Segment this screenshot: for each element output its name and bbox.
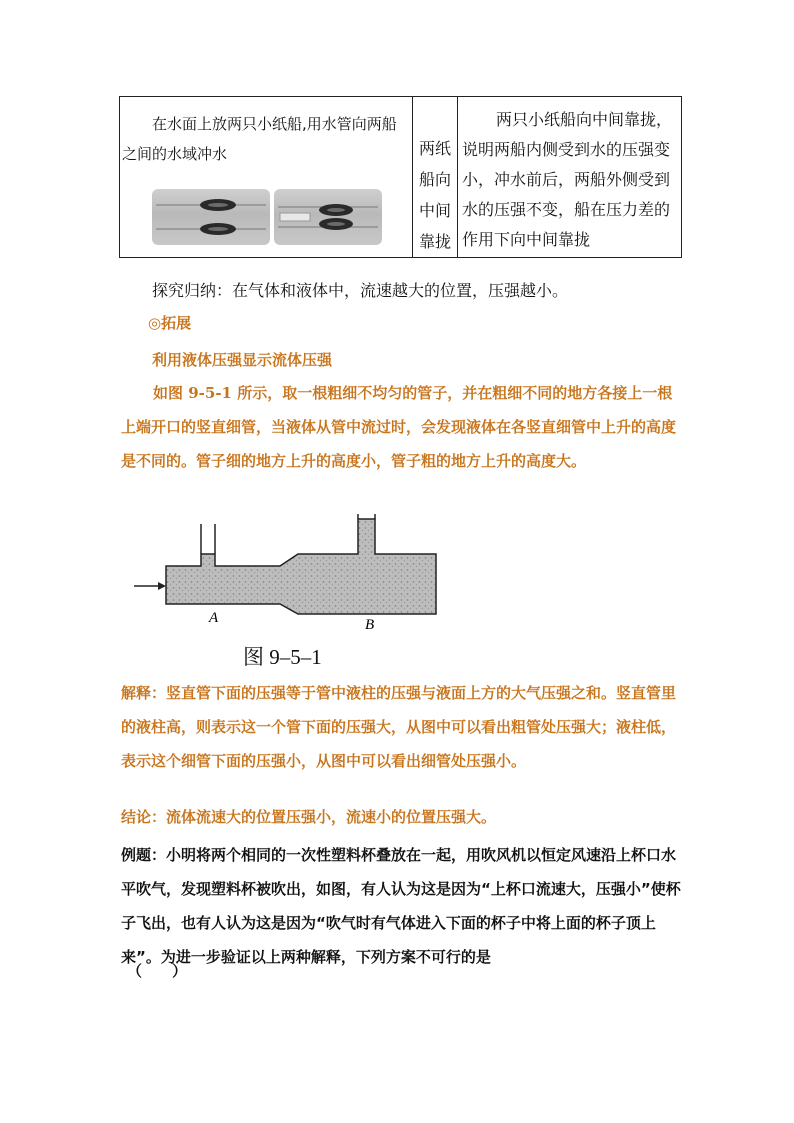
extension-paragraph: 如图 9-5-1 所示，取一根粗细不均匀的管子，并在粗细不同的地方各接上一根上端开口的竖直细管，当液体从管中流过时，会发现液体在各竖直细管中上升的高度是不同的。管子细的地方上升的高度小，管子粗的地方上升的高度大。 — [121, 384, 677, 470]
label-a: A — [209, 610, 219, 626]
explanation-cell — [458, 97, 682, 258]
summary-text: 探究归纳：在气体和液体中，流速越大的位置，压强越小。 — [152, 281, 569, 300]
explanation-paragraph: 解释：竖直管下面的压强等于管中液柱的压强与液面上方的大气压强之和。竖直管里的液柱高，则表示这一个管下面的压强大，从图中可以看出粗管处压强大；液柱低，表示这个细管下面的压强小，从图中可以看出细管处压强小。 — [121, 684, 677, 770]
experiment-table — [119, 96, 682, 258]
phenomenon-cell: 两纸船向中间靠拢 — [413, 97, 458, 258]
boats-after-photo — [274, 189, 382, 245]
table-row — [120, 97, 682, 258]
procedure-cell — [120, 97, 413, 258]
example-question: 例题：小明将两个相同的一次性塑料杯叠放在一起，用吹风机以恒定风速沿上杯口水平吹气，发现塑料杯被吹出，如图，有人认为这是因为“上杯口流速大，压强小”使杯子飞出，也有人认为这是因为“吹气时有气体进入下面的杯子中将上面的杯子顶上来”。为进一步验证以上两种解释，下列方案不可行的是 — [121, 846, 681, 966]
extension-heading: ◎拓展 — [148, 314, 192, 332]
conclusion-text: 结论：流体流速大的位置压强小，流速小的位置压强大。 — [121, 808, 497, 826]
label-b: B — [365, 617, 375, 633]
boats-before-photo — [152, 189, 270, 245]
answer-blank: （ ） — [127, 962, 188, 980]
explanation-text: 两只小纸船向中间靠拢，说明两船内侧受到水的压强变小，冲水前后，两船外侧受到水的压强不变，船在压力差的作用下向中间靠拢 — [462, 110, 673, 249]
pipe-figure — [130, 514, 450, 634]
procedure-text: 在水面上放两只小纸船,用水管向两船之间的水域冲水 — [122, 115, 397, 163]
figure-caption: 图 9–5–1 — [243, 645, 322, 669]
extension-title: 利用液体压强显示流体压强 — [152, 351, 333, 369]
